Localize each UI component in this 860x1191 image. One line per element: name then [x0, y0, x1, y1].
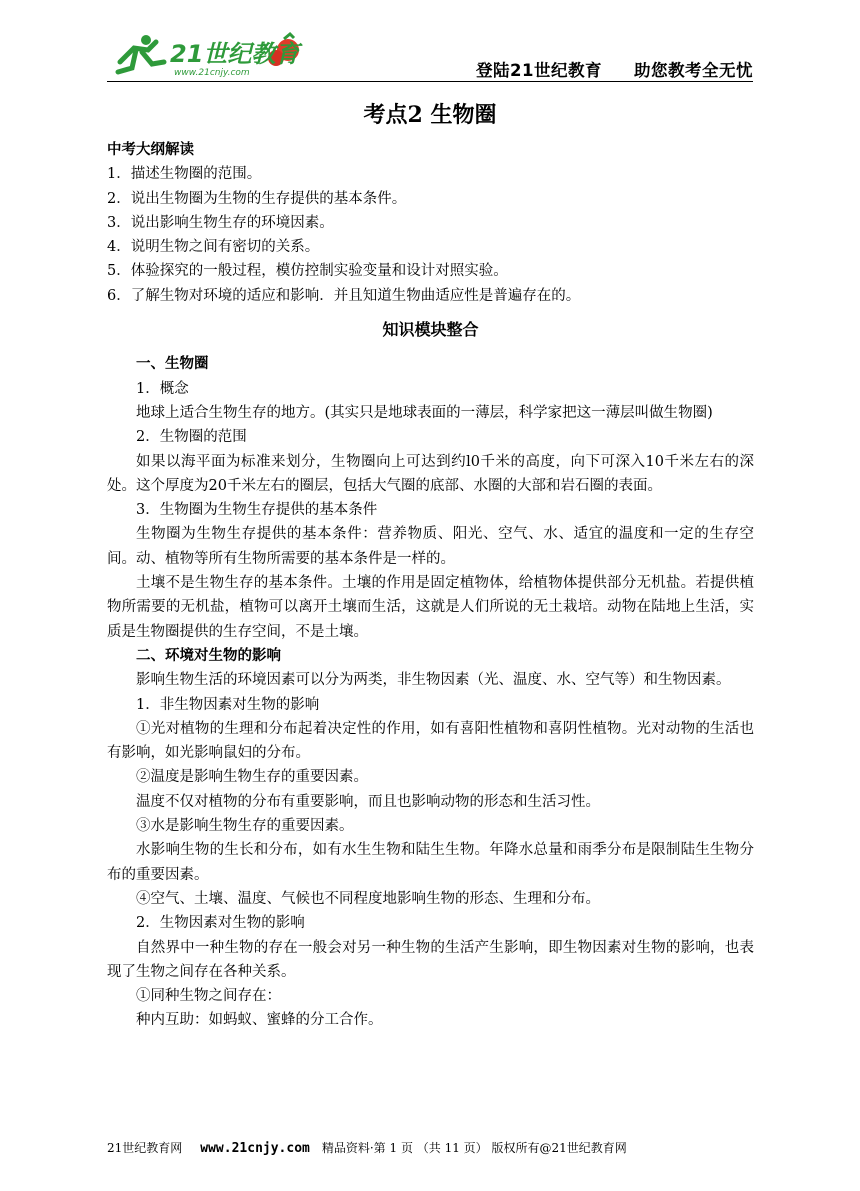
page-title: 考点2 生物圈 — [363, 102, 497, 128]
paragraph: 种内互助：如蚂蚁、蜜蜂的分工合作。 — [136, 1012, 383, 1029]
logo-text: 21世纪教育 — [170, 40, 300, 68]
section-heading: 一、生物圈 — [136, 356, 209, 373]
section-heading: 二、环境对生物的影响 — [136, 647, 281, 664]
slogan-promise: 助您教考全无忧 — [634, 61, 753, 80]
paragraph: 生物圈为生物生存提供的基本条件：营养物质、阳光、空气、水、适宜的温度和一定的生存空间。动、植物等所有生物所需要的基本条件是一样的。 — [107, 526, 754, 567]
page-footer — [107, 1139, 627, 1156]
paragraph: 地球上适合生物生存的地方。(其实只是地球表面的一薄层，科学家把这一薄层叫做生物圈) — [136, 404, 713, 421]
footer-site-link[interactable]: www.21cnjy.com — [200, 1141, 310, 1156]
logo-url: www.21cnjy.com — [174, 68, 250, 78]
outline-item: 5．体验探究的一般过程，模仿控制实验变量和设计对照实验。 — [107, 263, 508, 280]
outline-item: 6．了解生物对环境的适应和影响．并且知道生物曲适应性是普遍存在的。 — [107, 287, 581, 304]
paragraph: 自然界中一种生物的存在一般会对另一种生物的生活产生影响，即生物因素对生物的影响，也表现了生物之间存在各种关系。 — [107, 939, 754, 980]
paragraph: ②温度是影响生物生存的重要因素。 — [136, 769, 368, 786]
paragraph: ①光对植物的生理和分布起着决定性的作用，如有喜阳性植物和喜阴性植物。光对动物的生活也有影响，如光影响鼠妇的分布。 — [107, 720, 754, 762]
outline-item: 2．说出生物圈为生物的生存提供的基本条件。 — [107, 190, 407, 207]
paragraph: 水影响生物的生长和分布，如有水生生物和陆生生物。年降水总量和雨季分布是限制陆生生物分布的重要因素。 — [107, 842, 754, 883]
outline-item: 1．描述生物圈的范围。 — [107, 166, 262, 183]
outline-item: 4．说明生物之间有密切的关系。 — [107, 239, 320, 256]
subheading: 1．概念 — [136, 380, 189, 397]
outline-heading: 中考大纲解读 — [107, 142, 194, 158]
outline-item: 3．说出影响生物生存的环境因素。 — [107, 214, 334, 231]
footer-brand: 21世纪教育网 — [107, 1141, 183, 1155]
paragraph: 温度不仅对植物的分布有重要影响，而且也影响动物的形态和生活习性。 — [136, 793, 600, 810]
site-logo — [112, 28, 307, 80]
paragraph: 如果以海平面为标准来划分，生物圈向上可达到约l0千米的高度，向下可深入10千米左右的深处。这个厚度为20千米左右的圈层，包括大气圈的底部、水圈的大部和岩石圈的表面。 — [107, 453, 754, 494]
paragraph: ③水是影响生物生存的重要因素。 — [136, 818, 354, 835]
running-figure-icon — [118, 35, 164, 72]
paragraph: ①同种生物之间存在： — [136, 988, 281, 1005]
paragraph: 影响生物生活的环境因素可以分为两类，非生物因素（光、温度、水、空气等）和生物因素。 — [136, 672, 731, 689]
subheading: 1．非生物因素对生物的影响 — [136, 696, 320, 713]
document-body — [107, 138, 754, 1033]
subheading: 3．生物圈为生物生存提供的基本条件 — [136, 502, 378, 519]
header-slogan — [476, 57, 753, 81]
module-title: 知识模块整合 — [382, 320, 479, 340]
footer-page-info: 精品资料·第 1 页 （共 11 页） 版权所有@21世纪教育网 — [321, 1141, 627, 1155]
paragraph: 土壤不是生物生存的基本条件。土壤的作用是固定植物体，给植物体提供部分无机盐。若提供植物所需要的无机盐，植物可以离开土壤而生活，这就是人们所说的无土栽培。动物在陆地上生活，实质是生物圈提供的生存空间，不是土壤。 — [107, 575, 754, 640]
paragraph: ④空气、土壤、温度、气候也不同程度地影响生物的形态、生理和分布。 — [136, 890, 600, 907]
subheading: 2．生物因素对生物的影响 — [136, 915, 305, 932]
header-divider — [107, 81, 753, 82]
subheading: 2．生物圈的范围 — [136, 429, 247, 446]
slogan-login: 登陆21世纪教育 — [476, 61, 602, 80]
